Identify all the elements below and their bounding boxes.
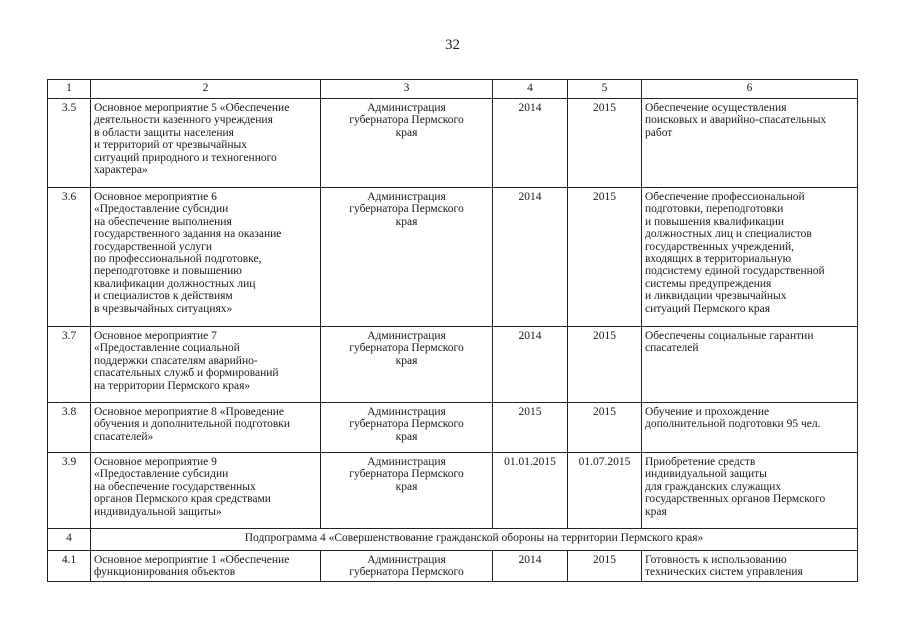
executor-cell: Администрация губернатора Пермского края — [321, 327, 493, 403]
activity-cell: Основное мероприятие 7 «Предоставление социальной поддержки спасателям аварийно- спасательных служб и формирований на территории Пермского края» — [91, 327, 321, 403]
activity-cell: Основное мероприятие 6 «Предоставление субсидии на обеспечение выполнения государственного задания на оказание государственной услуги по профессиональной подготовке, переподготовке и повышению квалификации должностных лиц и специалистов к действиям в чрезвычайных ситуациях» — [91, 188, 321, 327]
end-date-cell: 2015 — [568, 403, 642, 453]
end-date-cell: 2015 — [568, 99, 642, 188]
end-date-cell: 2015 — [568, 188, 642, 327]
start-date-cell: 01.01.2015 — [493, 453, 568, 529]
start-date-cell: 2014 — [493, 188, 568, 327]
activity-cell: Основное мероприятие 1 «Обеспечение функционирования объектов — [91, 551, 321, 582]
activities-table — [47, 79, 858, 582]
activity-cell: Основное мероприятие 5 «Обеспечение деятельности казенного учреждения в области защиты населения и территорий от чрезвычайных ситуаций природного и техногенного характера» — [91, 99, 321, 188]
end-date-cell: 2015 — [568, 327, 642, 403]
page-number: 32 — [445, 37, 460, 53]
column-header: 1 — [48, 80, 91, 99]
table-row — [48, 99, 858, 188]
column-header: 3 — [321, 80, 493, 99]
row-number: 4.1 — [48, 551, 91, 582]
result-cell: Обучение и прохождение дополнительной подготовки 95 чел. — [642, 403, 858, 453]
executor-cell: Администрация губернатора Пермского — [321, 551, 493, 582]
section-number: 4 — [48, 529, 91, 551]
activity-cell: Основное мероприятие 9 «Предоставление субсидии на обеспечение государственных органов Пермского края средствами индивидуальной защиты» — [91, 453, 321, 529]
table-row — [48, 551, 858, 582]
result-cell: Приобретение средств индивидуальной защиты для гражданских служащих государственных органов Пермского края — [642, 453, 858, 529]
start-date-cell: 2014 — [493, 551, 568, 582]
column-header: 2 — [91, 80, 321, 99]
result-cell: Обеспечены социальные гарантии спасателей — [642, 327, 858, 403]
executor-cell: Администрация губернатора Пермского края — [321, 403, 493, 453]
end-date-cell: 01.07.2015 — [568, 453, 642, 529]
executor-cell: Администрация губернатора Пермского края — [321, 188, 493, 327]
activity-cell: Основное мероприятие 8 «Проведение обучения и дополнительной подготовки спасателей» — [91, 403, 321, 453]
row-number: 3.9 — [48, 453, 91, 529]
start-date-cell: 2014 — [493, 99, 568, 188]
column-header: 4 — [493, 80, 568, 99]
result-cell: Обеспечение профессиональной подготовки, переподготовки и повышения квалификации должностных лиц и специалистов государственных учреждений, входящих в территориальную подсистему единой государственной системы предупреждения и ликвидации чрезвычайных ситуаций Пермского края — [642, 188, 858, 327]
row-number: 3.6 — [48, 188, 91, 327]
table-row — [48, 453, 858, 529]
executor-cell: Администрация губернатора Пермского края — [321, 453, 493, 529]
row-number: 3.5 — [48, 99, 91, 188]
column-header: 5 — [568, 80, 642, 99]
executor-cell: Администрация губернатора Пермского края — [321, 99, 493, 188]
result-cell: Готовность к использованию технических систем управления — [642, 551, 858, 582]
table-header-row — [48, 80, 858, 99]
column-header: 6 — [642, 80, 858, 99]
table-row — [48, 188, 858, 327]
end-date-cell: 2015 — [568, 551, 642, 582]
table-row — [48, 327, 858, 403]
table-row — [48, 403, 858, 453]
start-date-cell: 2014 — [493, 327, 568, 403]
section-title: Подпрограмма 4 «Совершенствование гражданской обороны на территории Пермского края» — [91, 529, 858, 551]
start-date-cell: 2015 — [493, 403, 568, 453]
result-cell: Обеспечение осуществления поисковых и аварийно-спасательных работ — [642, 99, 858, 188]
row-number: 3.7 — [48, 327, 91, 403]
section-row — [48, 529, 858, 551]
row-number: 3.8 — [48, 403, 91, 453]
